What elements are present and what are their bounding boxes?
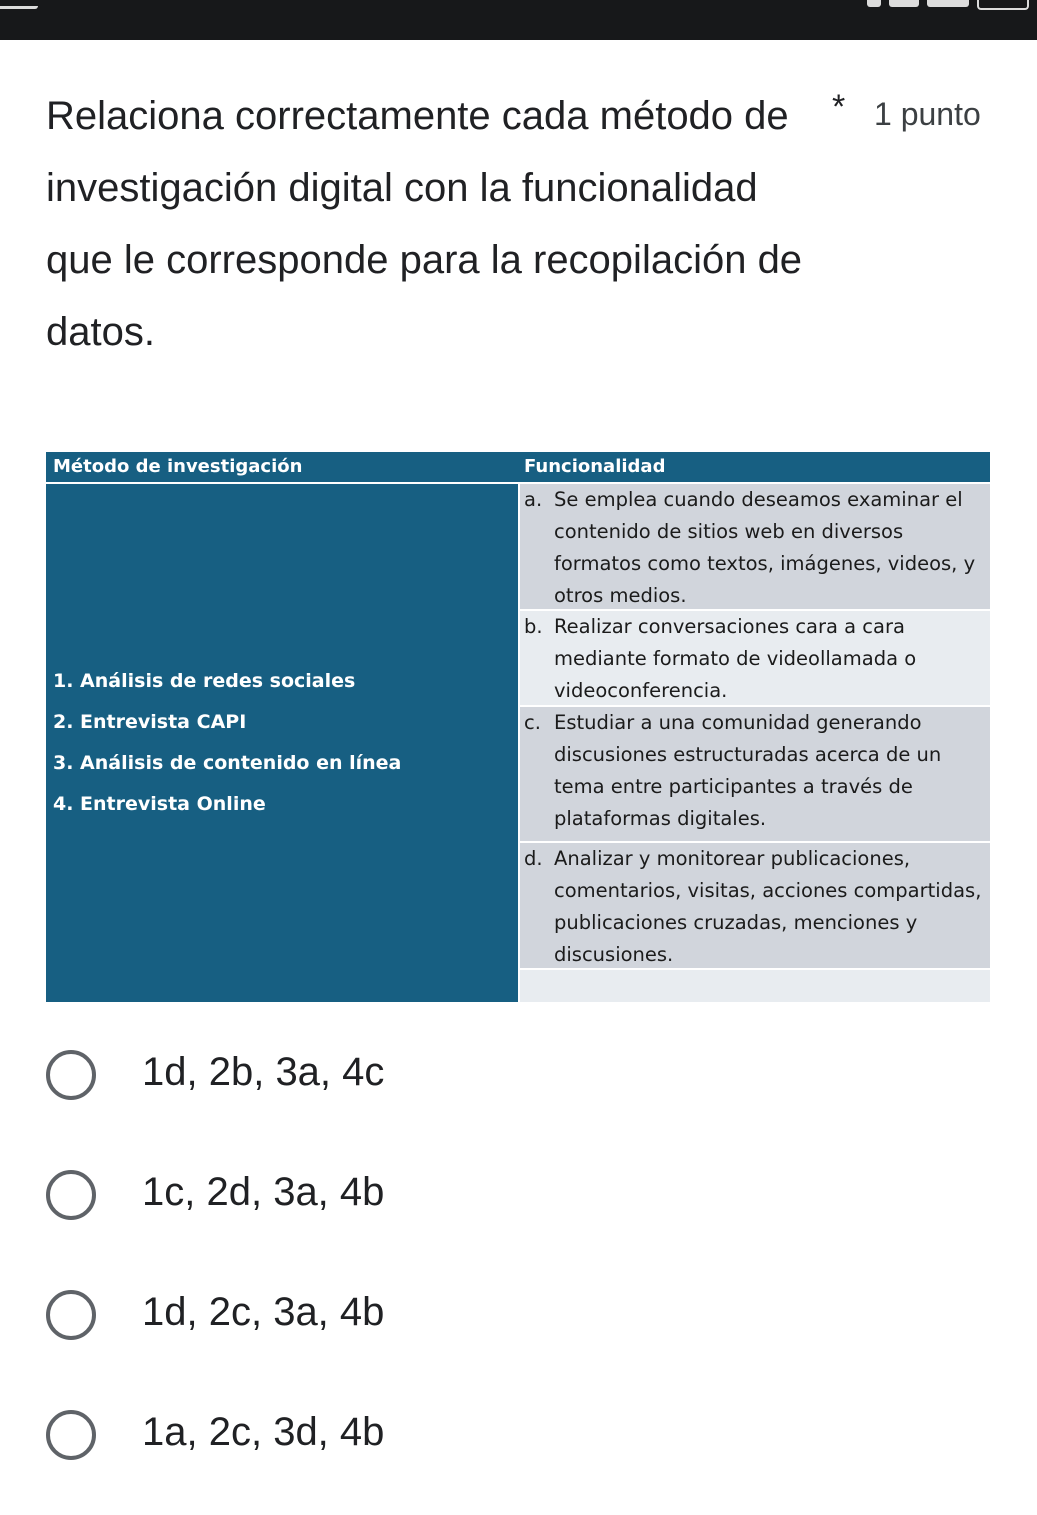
function-letter: b.	[524, 615, 543, 638]
method-item: 3. Análisis de contenido en línea	[53, 752, 402, 774]
battery-icon	[977, 0, 1029, 10]
methods-column	[46, 484, 518, 1002]
location-icon	[867, 0, 881, 7]
function-text: Estudiar a una comunidad generando discusiones estructuradas acerca de un tema entre participantes a través de plataformas digitales.	[554, 711, 942, 830]
points-label: 1 punto	[874, 96, 981, 132]
table-header	[46, 452, 990, 482]
lte-icon	[889, 0, 919, 7]
function-row-c	[520, 707, 990, 841]
question-image	[46, 452, 990, 1002]
method-item: 4. Entrevista Online	[53, 793, 266, 815]
clock-fragment	[0, 0, 38, 9]
status-icons	[867, 0, 1029, 12]
functions-column	[520, 484, 990, 1002]
option-label[interactable]: 1c, 2d, 3a, 4b	[142, 1170, 385, 1214]
function-letter: a.	[524, 488, 543, 511]
function-row-d	[520, 843, 990, 968]
signal-icon	[927, 0, 969, 7]
method-item: 1. Análisis de redes sociales	[53, 670, 356, 692]
status-bar	[0, 0, 1037, 40]
function-text: Realizar conversaciones cara a cara mediante formato de videollamada o videoconferencia.	[554, 615, 917, 702]
function-row-empty	[520, 970, 990, 1002]
method-item: 2. Entrevista CAPI	[53, 711, 247, 733]
option-4[interactable]	[0, 1378, 700, 1488]
function-letter: c.	[524, 711, 541, 734]
function-text: Se emplea cuando deseamos examinar el contenido de sitios web en diversos formatos como textos, imágenes, videos, y otros medios.	[554, 488, 976, 607]
radio-button[interactable]	[46, 1170, 96, 1220]
header-method: Método de investigación	[53, 456, 303, 477]
function-text: Analizar y monitorear publicaciones, comentarios, visitas, acciones compartidas, publicaciones cruzadas, menciones y discusiones.	[554, 847, 982, 966]
radio-button[interactable]	[46, 1050, 96, 1100]
option-2[interactable]	[0, 1138, 700, 1248]
required-marker: *	[832, 88, 846, 126]
function-letter: d.	[524, 847, 543, 870]
methods-list	[53, 666, 401, 830]
option-1[interactable]	[0, 1018, 700, 1128]
header-function: Funcionalidad	[524, 456, 666, 477]
option-3[interactable]	[0, 1258, 700, 1368]
radio-button[interactable]	[46, 1290, 96, 1340]
option-label[interactable]: 1a, 2c, 3d, 4b	[142, 1410, 385, 1454]
option-label[interactable]: 1d, 2c, 3a, 4b	[142, 1290, 385, 1334]
function-row-b	[520, 611, 990, 705]
option-label[interactable]: 1d, 2b, 3a, 4c	[142, 1050, 385, 1094]
radio-button[interactable]	[46, 1410, 96, 1460]
function-row-a	[520, 484, 990, 609]
question-title: Relaciona correctamente cada método de investigación digital con la funcionalidad que le corresponde para la recopilación de datos.	[46, 94, 803, 354]
